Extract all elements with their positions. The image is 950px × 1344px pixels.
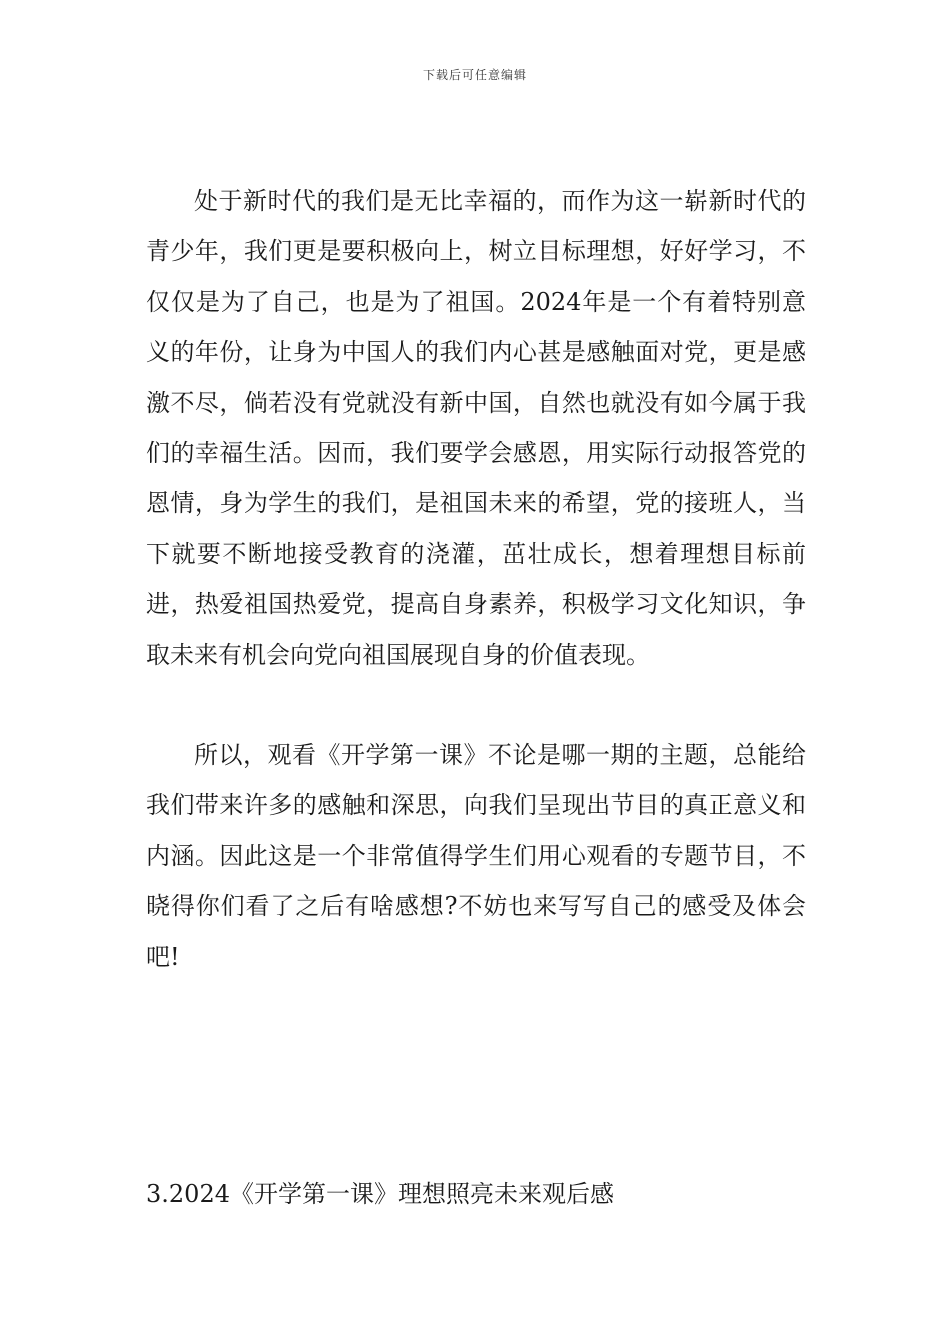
- document-body: [146, 176, 806, 982]
- body-paragraph: 处于新时代的我们是无比幸福的，而作为这一崭新时代的青少年，我们更是要积极向上，树立目标理想，好好学习，不仅仅是为了自己，也是为了祖国。2024年是一个有着特别意义的年份，让身为中国人的我们内心甚是感触面对党，更是感激不尽，倘若没有党就没有新中国，自然也就没有如今属于我们的幸福生活。因而，我们要学会感恩，用实际行动报答党的恩情，身为学生的我们，是祖国未来的希望，党的接班人，当下就要不断地接受教育的浇灌，茁壮成长，想着理想目标前进，热爱祖国热爱党，提高自身素养，积极学习文化知识，争取未来有机会向党向祖国展现自身的价值表现。: [146, 187, 806, 669]
- section-heading: 3.2024《开学第一课》理想照亮未来观后感: [146, 1180, 614, 1208]
- body-paragraph: 所以，观看《开学第一课》不论是哪一期的主题，总能给我们带来许多的感触和深思，向我们呈现出节目的真正意义和内涵。因此这是一个非常值得学生们用心观看的专题节目，不晓得你们看了之后有啥感想?不妨也来写写自己的感受及体会吧!: [146, 741, 806, 971]
- page-header-note: 下载后可任意编辑: [422, 68, 527, 82]
